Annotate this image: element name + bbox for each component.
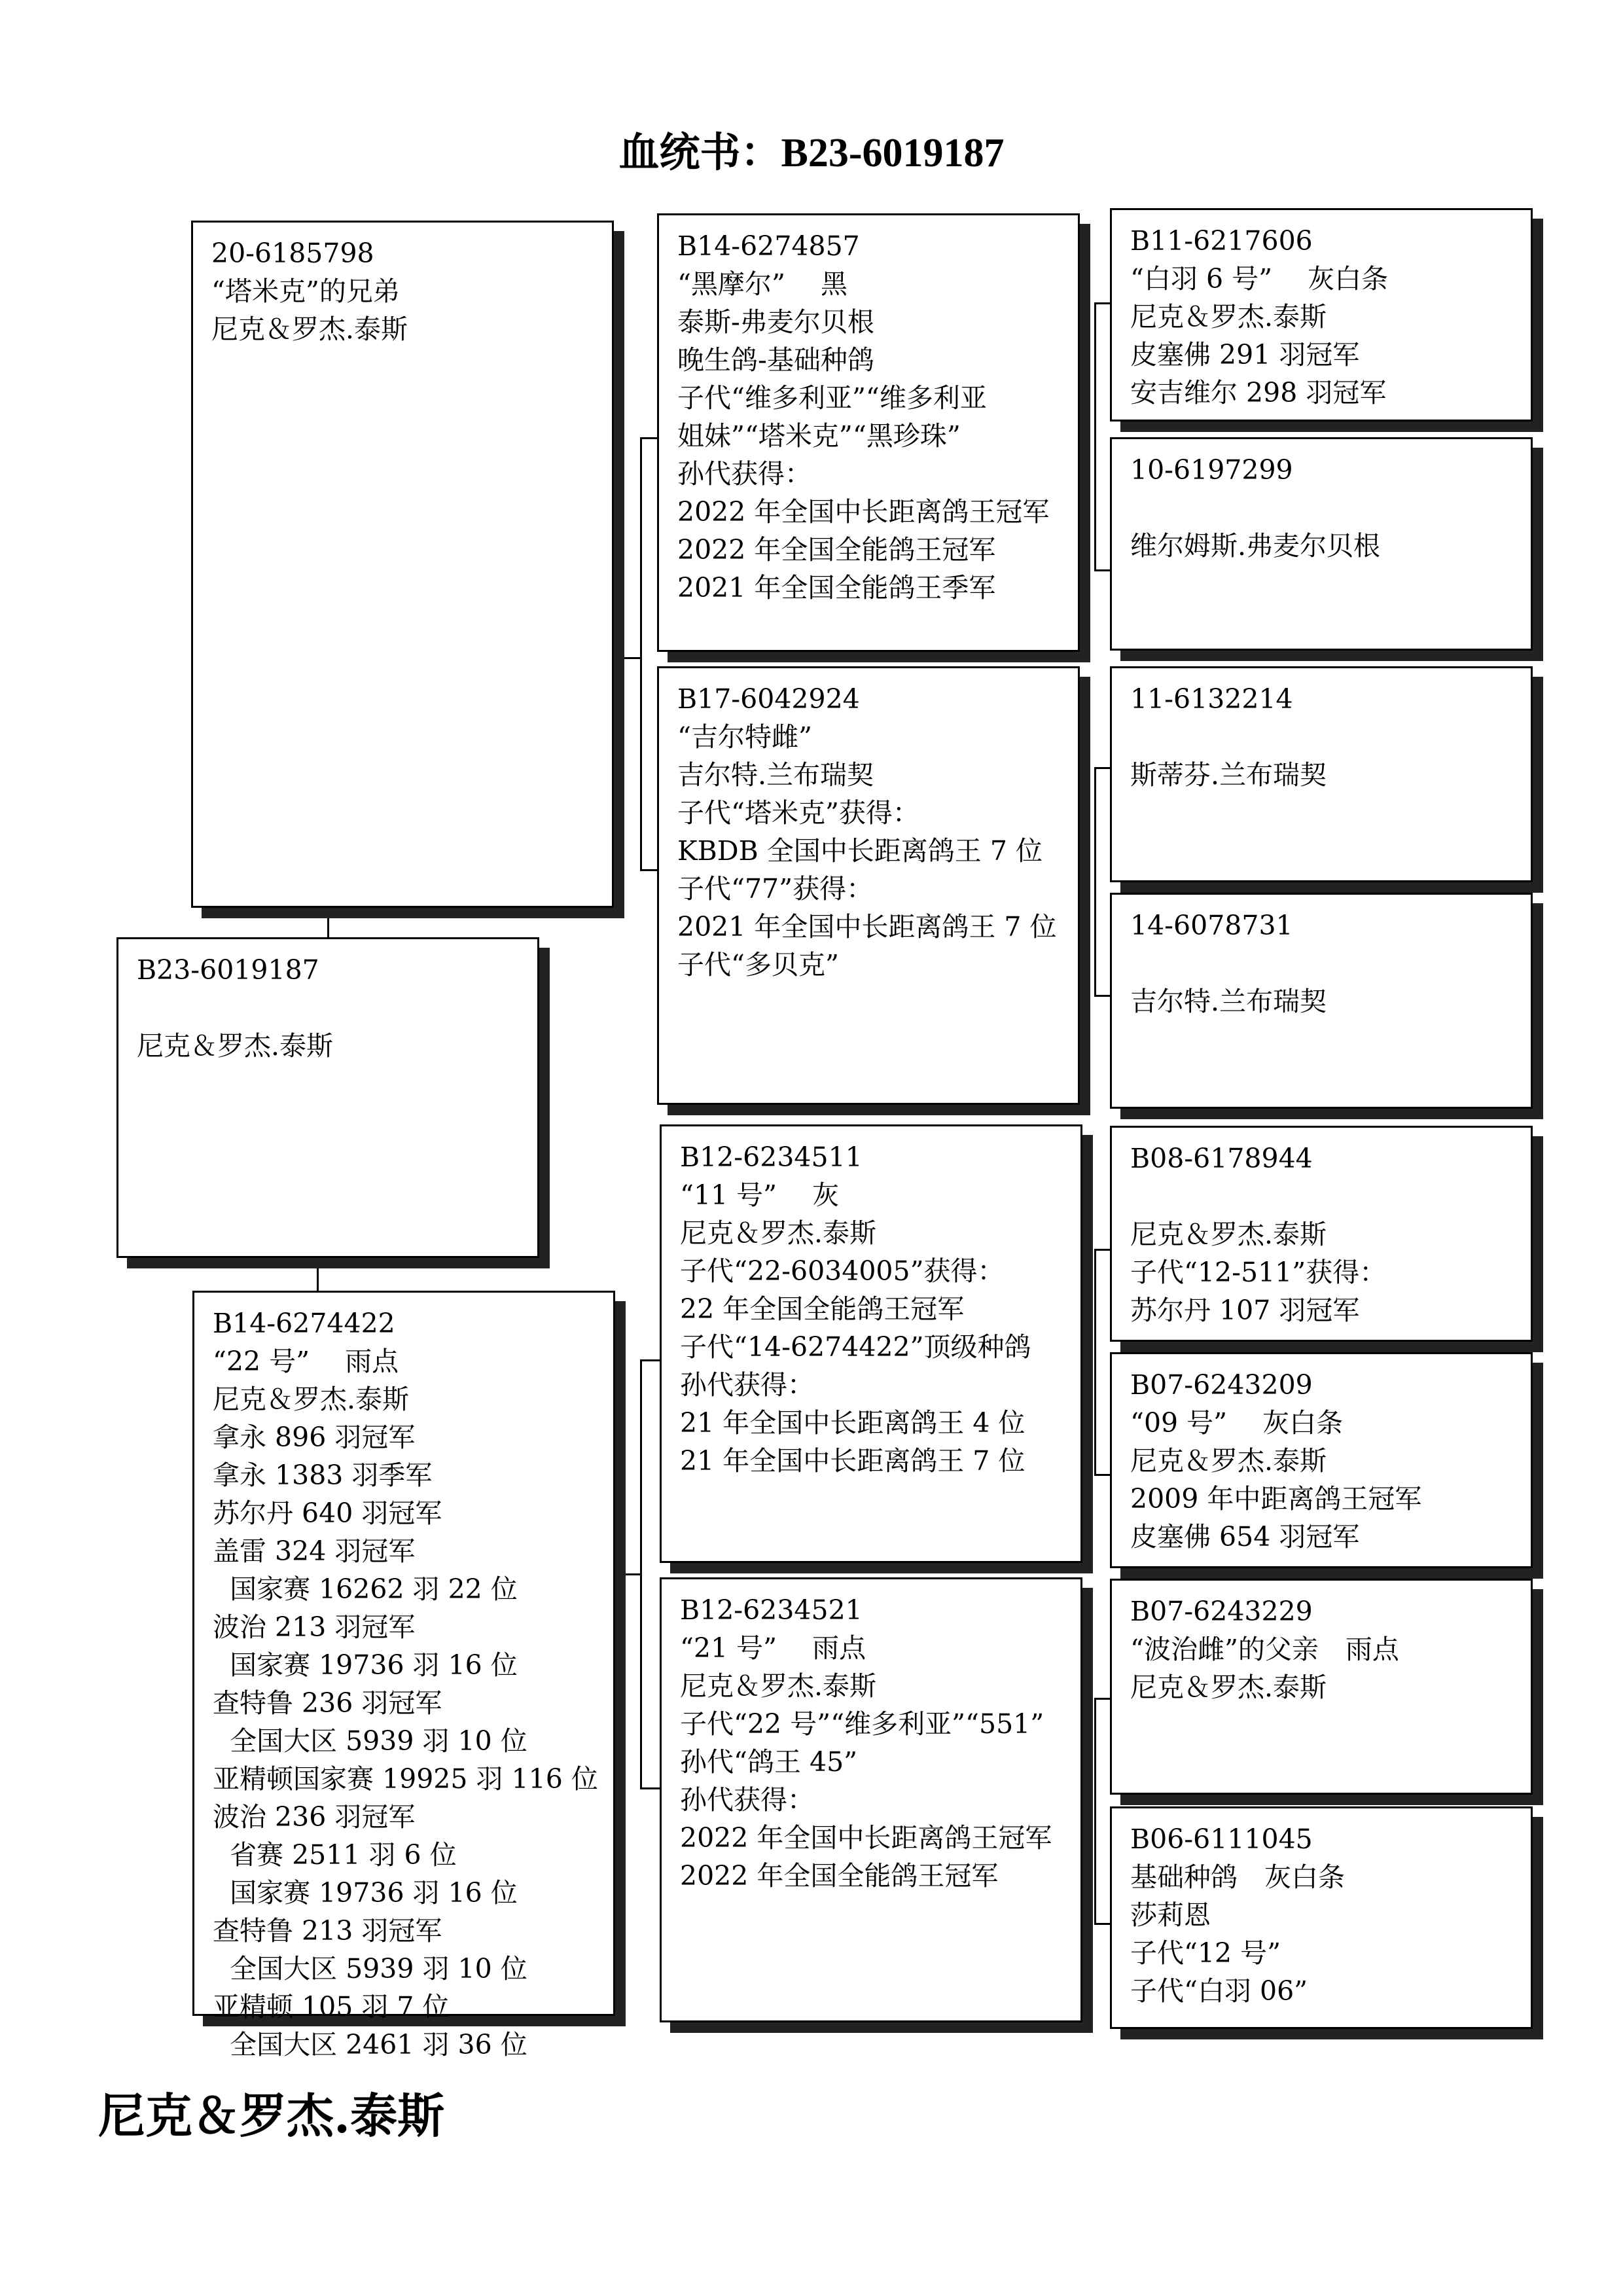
pedigree-text-line: 省赛 2511 羽 6 位	[213, 1839, 457, 1871]
pedigree-text-line: 22 年全国全能鸽王冠军	[680, 1293, 965, 1325]
pedigree-text-line: 亚精顿国家赛 19925 羽 116 位	[213, 1763, 598, 1795]
connector-g1-v	[1094, 302, 1096, 569]
connector-dam-branch-h2	[640, 1787, 660, 1789]
box-dam	[192, 1291, 615, 2060]
pedigree-text-line: 2009 年中距离鸽王冠军	[1130, 1483, 1422, 1515]
pedigree-text-line: 波治 213 羽冠军	[213, 1611, 416, 1643]
connector-g1-h1	[1094, 302, 1110, 304]
box-subject	[116, 937, 539, 1258]
pedigree-text-line: 子代“多贝克”	[677, 949, 839, 980]
pedigree-text-line: 查特鲁 213 羽冠军	[213, 1915, 442, 1946]
pedigree-text-line: 尼克＆罗杰.泰斯	[1130, 301, 1327, 332]
ring-number: B23-6019187	[137, 954, 319, 986]
box-ggp4	[1110, 893, 1533, 1109]
pedigree-text-line	[1130, 489, 1512, 527]
pedigree-text-line: 子代“12 号”	[1130, 1937, 1281, 1969]
pedigree-text-line: 苏尔丹 107 羽冠军	[1130, 1295, 1360, 1326]
box-sire	[191, 221, 614, 908]
ring-number: B06-6111045	[1130, 1823, 1313, 1855]
pedigree-text-line: 安吉维尔 298 羽冠军	[1130, 377, 1387, 408]
ring-number: B14-6274857	[677, 230, 860, 262]
pedigree-text-line: 尼克＆罗杰.泰斯	[1130, 1672, 1327, 1703]
ring-number: B14-6274422	[213, 1308, 395, 1339]
connector-sire-branch-v	[640, 437, 642, 869]
connector-dam-branch-h1	[640, 1359, 660, 1361]
pedigree-text-line: 尼克＆罗杰.泰斯	[680, 1217, 877, 1249]
box-ggp7	[1110, 1579, 1533, 1795]
pedigree-text-line: 维尔姆斯.弗麦尔贝根	[1130, 530, 1381, 562]
box-ggp2	[1110, 437, 1533, 651]
pedigree-text-line: 全国大区 5939 羽 10 位	[213, 1953, 527, 1984]
pedigree-text-line: 子代“14-6274422”顶级种鸽	[680, 1331, 1031, 1363]
pedigree-text-line: 国家赛 19736 羽 16 位	[213, 1877, 518, 1909]
pedigree-text-line	[1130, 1177, 1512, 1215]
pedigree-text-line: 查特鲁 236 羽冠军	[213, 1687, 442, 1719]
pedigree-text-line: 全国大区 2461 羽 36 位	[213, 2029, 527, 2060]
pedigree-text-line: 2021 年全国中长距离鸽王 7 位	[677, 911, 1057, 942]
connector-g4-h1	[1094, 1698, 1110, 1700]
pedigree-text-line: 2021 年全国全能鸽王季军	[677, 572, 996, 603]
pedigree-text-line: 吉尔特.兰布瑞契	[1130, 986, 1327, 1017]
pedigree-text-line	[137, 989, 519, 1027]
pedigree-text-line: 子代“塔米克”获得：	[677, 797, 919, 829]
pedigree-text-line: 孙代“鸽王 45”	[680, 1746, 858, 1778]
box-dam-dam	[660, 1577, 1082, 2022]
pedigree-text-line: 全国大区 5939 羽 10 位	[213, 1725, 527, 1757]
box-dam-sire	[660, 1124, 1082, 1563]
box-ggp8	[1110, 1806, 1533, 2029]
ring-number: 20-6185798	[211, 238, 374, 269]
pedigree-text-line: 子代“白羽 06”	[1130, 1975, 1308, 2007]
pedigree-text-line: 拿永 1383 羽季军	[213, 1460, 433, 1491]
pedigree-text-line: 国家赛 19736 羽 16 位	[213, 1649, 518, 1681]
ring-number: 10-6197299	[1130, 454, 1293, 486]
ring-number: B12-6234521	[680, 1594, 863, 1626]
pedigree-text-line: 斯蒂芬.兰布瑞契	[1130, 759, 1327, 791]
pedigree-text-line: 尼克＆罗杰.泰斯	[211, 314, 408, 345]
connector-g2-h1	[1094, 767, 1110, 769]
ring-number: B07-6243229	[1130, 1596, 1313, 1627]
pedigree-text-line: 21 年全国中长距离鸽王 7 位	[680, 1445, 1026, 1477]
pedigree-text-line: 子代“维多利亚”“维多利亚	[677, 382, 987, 414]
ring-number: B08-6178944	[1130, 1143, 1313, 1174]
pedigree-text-line: 尼克＆罗杰.泰斯	[1130, 1445, 1327, 1477]
pedigree-text-line: 孙代获得：	[680, 1369, 814, 1401]
pedigree-text-line: 波治 236 羽冠军	[213, 1801, 416, 1833]
pedigree-text-line: 子代“77”获得：	[677, 873, 874, 905]
connector-dam-branch-stub	[622, 1573, 642, 1575]
box-sire-sire	[657, 213, 1080, 652]
connector-sire-subject	[327, 908, 329, 937]
ring-number: B12-6234511	[680, 1141, 863, 1173]
pedigree-text-line	[1130, 718, 1512, 756]
connector-g4-h2	[1094, 1923, 1110, 1925]
page-title	[0, 128, 1623, 177]
pedigree-text-line: 皮塞佛 654 羽冠军	[1130, 1521, 1360, 1552]
pedigree-text-line: 晚生鸽-基础种鸽	[677, 344, 874, 376]
pedigree-text-line: 2022 年全国中长距离鸽王冠军	[677, 496, 1050, 528]
pedigree-text-line: “22 号” 雨点	[213, 1346, 399, 1377]
ring-number: B11-6217606	[1130, 225, 1313, 257]
pedigree-text-line: 盖雷 324 羽冠军	[213, 1535, 416, 1567]
pedigree-text-line: 吉尔特.兰布瑞契	[677, 759, 874, 791]
connector-sire-branch-stub	[615, 657, 642, 659]
connector-g2-v	[1094, 767, 1096, 995]
connector-subject-dam	[317, 1258, 319, 1291]
box-ggp5	[1110, 1126, 1533, 1342]
pedigree-text-line: “塔米克”的兄弟	[211, 276, 400, 307]
pedigree-text-line: 子代“22-6034005”获得：	[680, 1255, 1005, 1287]
pedigree-text-line: 尼克＆罗杰.泰斯	[137, 1030, 334, 1062]
title-ring-number: B23-6019187	[781, 131, 1005, 175]
pedigree-text-line: “波治雌”的父亲 雨点	[1130, 1634, 1399, 1665]
pedigree-text-line: “吉尔特雌”	[677, 721, 812, 753]
ring-number: B17-6042924	[677, 683, 860, 715]
connector-g4-v	[1094, 1698, 1096, 1923]
pedigree-text-line: “白羽 6 号” 灰白条	[1130, 263, 1389, 295]
pedigree-text-line: 2022 年全国全能鸽王冠军	[680, 1860, 999, 1892]
pedigree-text-line: 21 年全国中长距离鸽王 4 位	[680, 1407, 1026, 1439]
pedigree-text-line: 尼克＆罗杰.泰斯	[680, 1670, 877, 1702]
owner-name: 尼克＆罗杰.泰斯	[98, 2088, 445, 2144]
ring-number: 11-6132214	[1130, 683, 1293, 715]
title-prefix: 血统书：	[618, 128, 781, 176]
pedigree-text-line: 泰斯-弗麦尔贝根	[677, 306, 874, 338]
pedigree-text-line: “21 号” 雨点	[680, 1632, 866, 1664]
connector-g2-h2	[1094, 995, 1110, 997]
pedigree-text-line: 苏尔丹 640 羽冠军	[213, 1498, 442, 1529]
pedigree-text-line: 孙代获得：	[677, 458, 812, 490]
connector-g3-h2	[1094, 1474, 1110, 1476]
connector-sire-branch-h2	[640, 869, 657, 871]
pedigree-text-line: 尼克＆罗杰.泰斯	[1130, 1219, 1327, 1250]
box-sire-dam	[657, 666, 1080, 1105]
pedigree-text-line: 2022 年全国中长距离鸽王冠军	[680, 1822, 1052, 1854]
pedigree-text-line: 姐妹”“塔米克”“黑珍珠”	[677, 420, 961, 452]
box-ggp3	[1110, 666, 1533, 882]
pedigree-text-line: 国家赛 16262 羽 22 位	[213, 1573, 518, 1605]
pedigree-text-line: 子代“12-511”获得：	[1130, 1257, 1387, 1288]
connector-g3-h1	[1094, 1249, 1110, 1251]
pedigree-text-line	[1130, 944, 1512, 982]
pedigree-text-line: 拿永 896 羽冠军	[213, 1422, 416, 1453]
pedigree-text-line: 尼克＆罗杰.泰斯	[213, 1384, 410, 1415]
pedigree-text-line: KBDB 全国中长距离鸽王 7 位	[677, 835, 1043, 867]
pedigree-text-line: 皮塞佛 291 羽冠军	[1130, 339, 1360, 370]
ring-number: B07-6243209	[1130, 1369, 1313, 1401]
pedigree-text-line: 孙代获得：	[680, 1784, 814, 1816]
pedigree-text-line: 基础种鸽 灰白条	[1130, 1861, 1345, 1893]
ring-number: 14-6078731	[1130, 910, 1293, 941]
pedigree-text-line: 子代“22 号”“维多利亚”“551”	[680, 1708, 1044, 1740]
box-ggp6	[1110, 1352, 1533, 1568]
connector-g3-v	[1094, 1249, 1096, 1474]
pedigree-text-line: 莎莉恩	[1130, 1899, 1211, 1931]
pedigree-text-line: 亚精顿 105 羽 7 位	[213, 1991, 450, 2022]
connector-sire-branch-h1	[640, 437, 657, 439]
pedigree-text-line: 2022 年全国全能鸽王冠军	[677, 534, 996, 565]
pedigree-text-line: “11 号” 灰	[680, 1179, 840, 1211]
pedigree-text-line: “黑摩尔” 黑	[677, 268, 847, 300]
pedigree-text-line: “09 号” 灰白条	[1130, 1407, 1344, 1439]
connector-g1-h2	[1094, 569, 1110, 571]
box-ggp1	[1110, 208, 1533, 422]
